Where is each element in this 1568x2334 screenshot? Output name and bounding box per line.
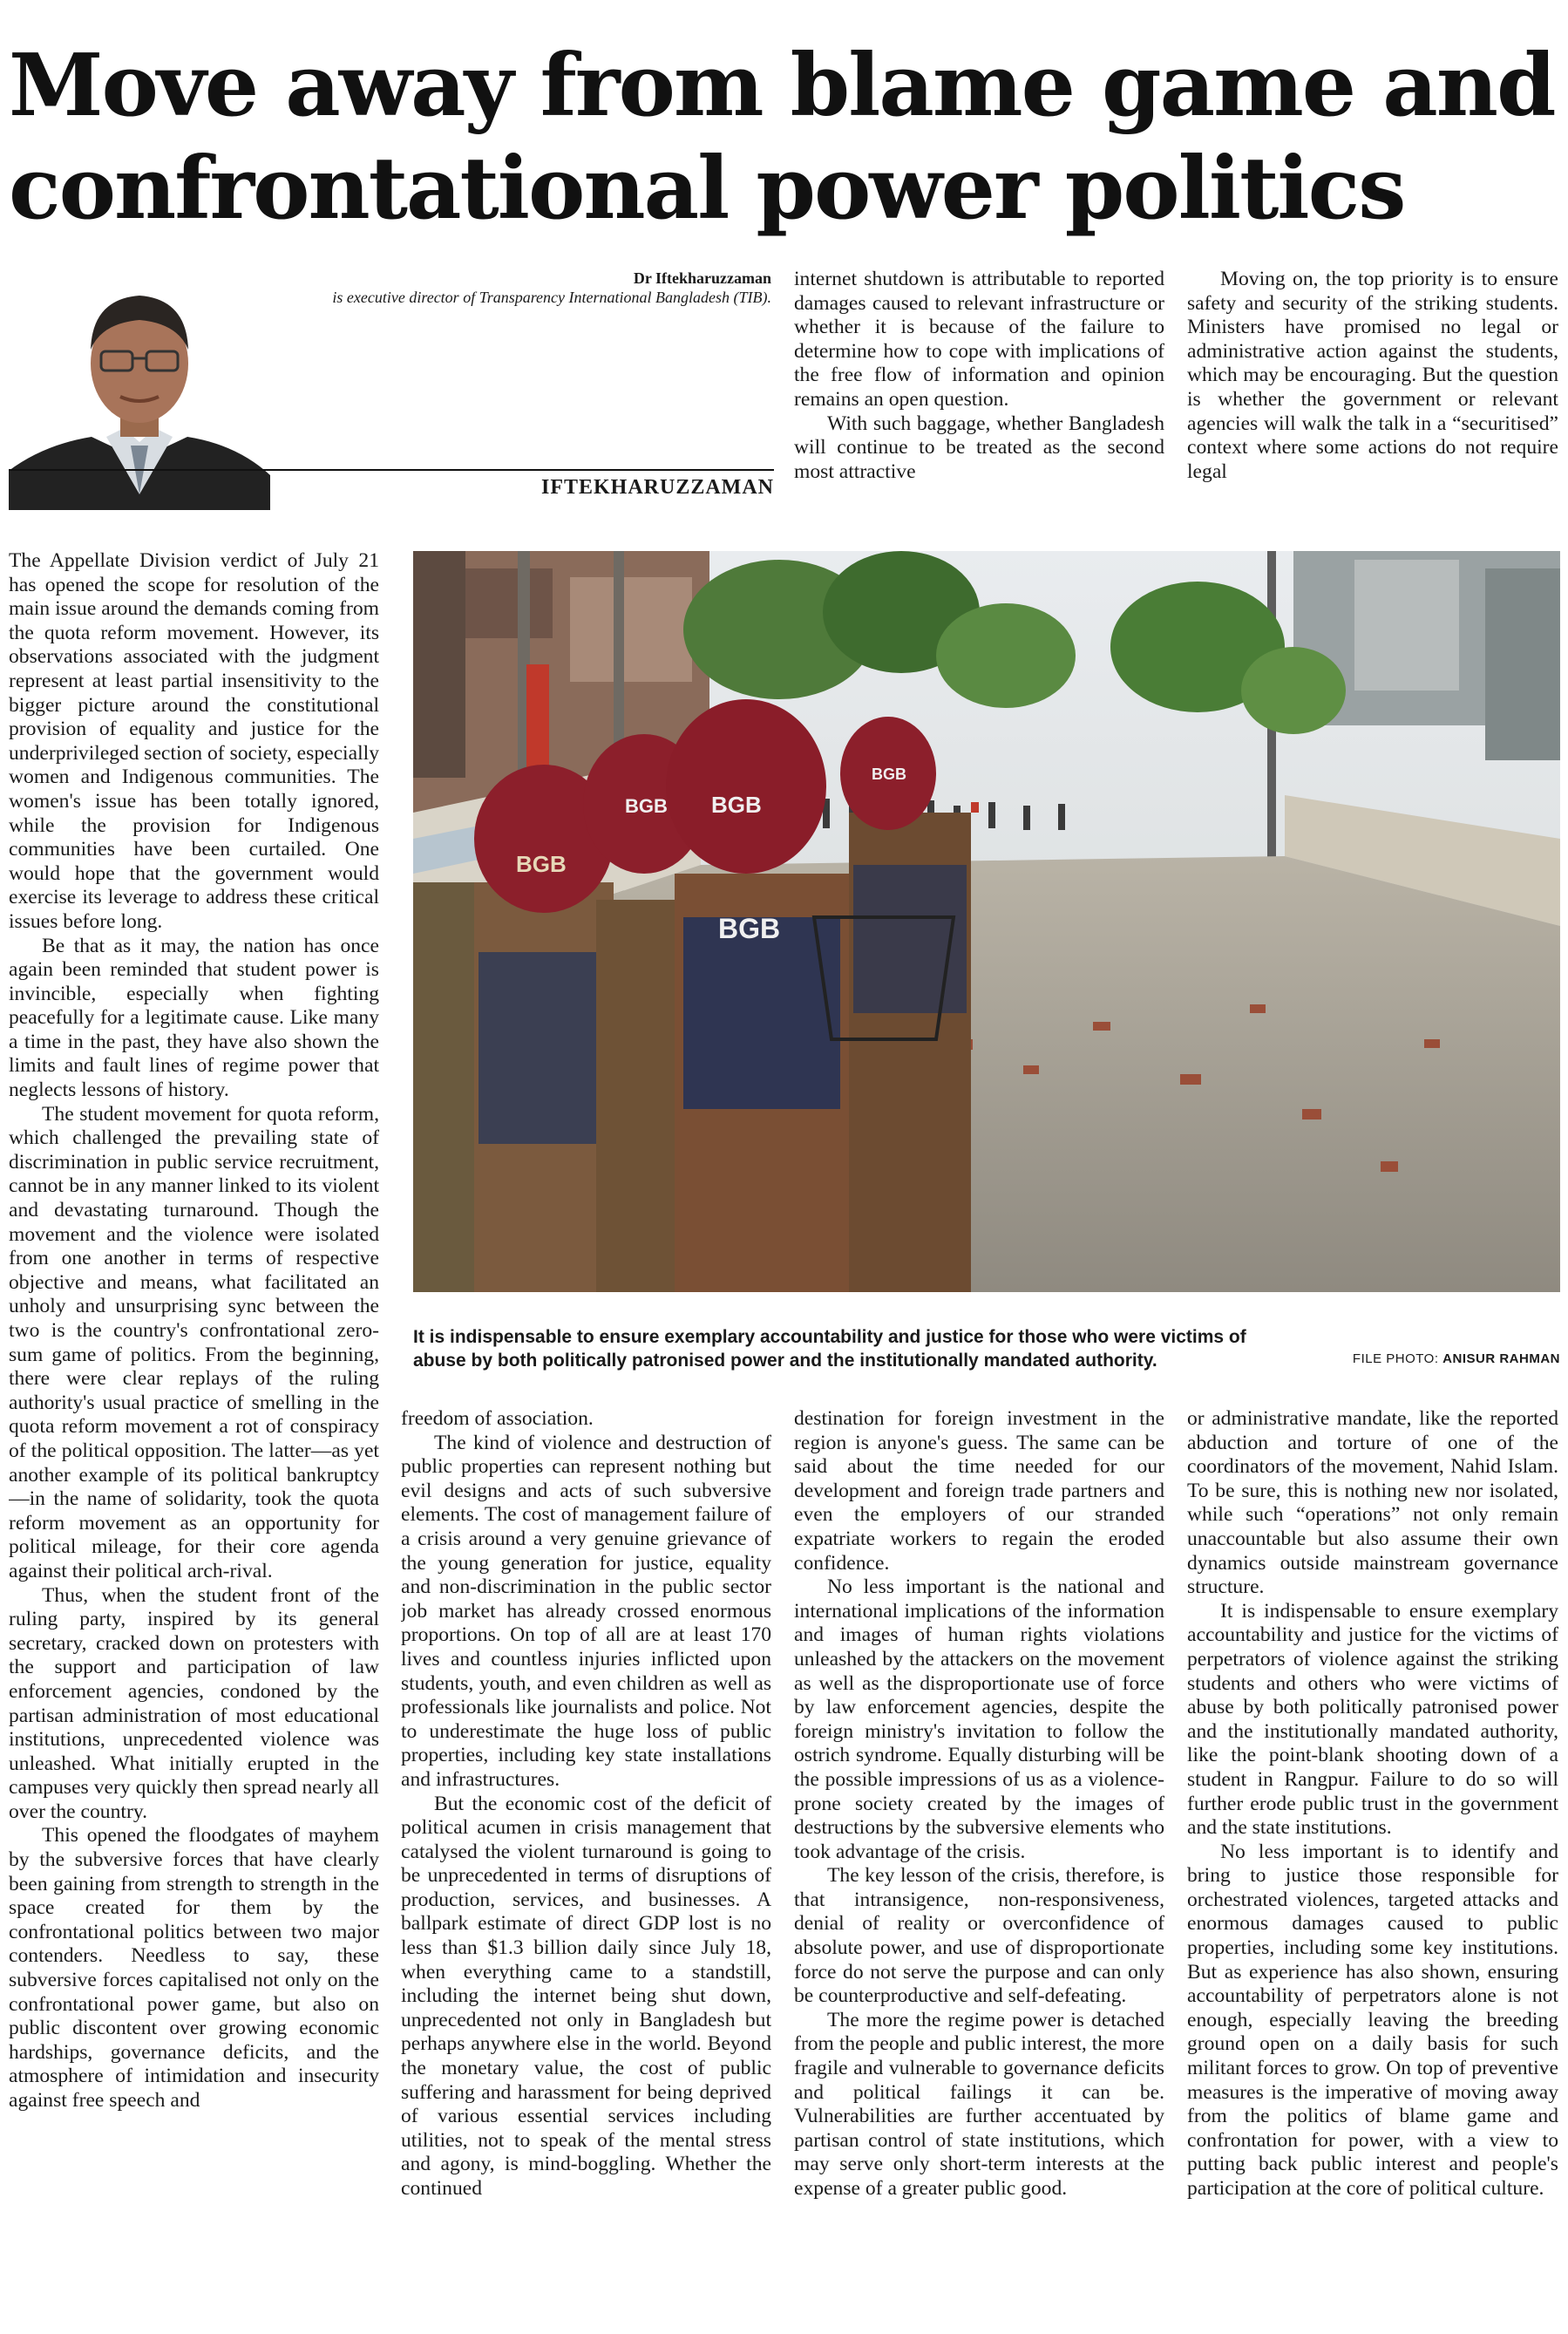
author-photo xyxy=(9,266,270,510)
paragraph: The student movement for quota reform, which challenged the prevailing state of discrimination in public service recruitment, cannot be in any manner linked to its violent and devastating turnaround. Though the movement and the violence were isolated from one another in terms of respective objective and means, what facilitated an unholy and unsurprising sync between the two is the country's confrontational zero-sum game of politics. From the beginning, there were clear replays of the ruling authority's usual practice of smelling in the quota reform movement a rot of conspiracy of the political opposition. The latter—as yet another example of its political bankruptcy—in the name of solidarity, took the quota reform movement as an opportunity for political mileage, for their core agenda against their political arch-rival. xyxy=(9,1102,379,1582)
paragraph: internet shutdown is attributable to reported damages caused to relevant infrastructure or whether it is because of the failure to determine how to cope with implications of the free flow of information and opinion remains an open question. xyxy=(794,268,1164,411)
column-3-bottom xyxy=(794,1407,1164,2330)
paragraph: destination for foreign investment in the region is anyone's guess. The same can be said about the time needed for our development and foreign trade partners and even the employers of our stranded expatriate workers to regain the eroded confidence. xyxy=(794,1407,1164,1575)
credit-name: ANISUR RAHMAN xyxy=(1442,1351,1560,1366)
paragraph: Be that as it may, the nation has once again been reminded that student power is invincible, especially when fighting peacefully for a legitimate cause. Like many a time in the past, they have also shown the limits and fault lines of regime power that neglects lessons of history. xyxy=(9,934,379,1102)
author-divider xyxy=(9,469,774,471)
author-name: Dr Iftekharuzzaman xyxy=(633,269,771,287)
paragraph: freedom of association. xyxy=(401,1407,594,1430)
helmet-label: BGB xyxy=(711,792,762,818)
news-photo xyxy=(413,551,1560,1292)
author-role: is executive director of Transparency International Bangladesh (TIB). xyxy=(332,289,771,306)
paragraph: Moving on, the top priority is to ensure safety and security of the striking students. Ministers have promised no legal or administrative action against the students, which may be encouraging. But the question is whether the government or relevant agencies will walk the talk in a “securitised” context where some actions do not require legal xyxy=(1187,268,1558,483)
paragraph: or administrative mandate, like the reported abduction and torture of one of the coordinators of the movement, Nahid Islam. To be sure, this is nothing new nor isolated, while such “operations” not only remain unaccountable but also assume their own dynamics outside mainstream governance structure. xyxy=(1187,1407,1558,1599)
photo-credit xyxy=(1353,1351,1560,1366)
vest-label: BGB xyxy=(516,851,567,877)
paragraph: Thus, when the student front of the ruling party, inspired by its general secretary, cracked down on protesters with the support and participation of law enforcement agencies, condoned by the partisan administration of most educational institutions, unprecedented violence was unleashed. What initially erupted in the campuses very quickly then spread nearly all over the country. xyxy=(9,1583,379,1823)
helmet-label: BGB xyxy=(625,795,668,817)
author-meta xyxy=(331,269,771,307)
column-3-top xyxy=(794,268,1164,517)
paragraph: The more the regime power is detached from the people and public interest, the more fragile and vulnerable to governance deficits and political failings it can be. Vulnerabilities are further accentuated by partisan control of state institutions, which may serve only short-term interests at the expense of a greater public good. xyxy=(794,2008,1164,2200)
paragraph: No less important is the national and international implications of the information and images of human rights violations unleashed by the attackers on the movement as well as the disproportionate use of force by law enforcement agencies, despite the foreign ministry's invitation to follow the ostrich syndrome. Equally disturbing will be the possible impressions of us as a violence-prone society created by the images of destructions by the subversive elements who took advantage of the crisis. xyxy=(794,1575,1164,1863)
paragraph: No less important is to identify and bring to justice those responsible for orchestrated violences, targeted attacks and enormous damages caused to public properties, including some key institutions. But as experience has also shown, ensuring accountability of perpetrators alone is not enough, especially leaving the breeding ground open on a daily basis for such militant forces to grow. On top of preventive measures is the imperative of moving away from the politics of blame game and confrontation for power, with a view to putting back public interest and people's participation at the core of political culture. xyxy=(1187,1840,1558,2200)
paragraph: With such baggage, whether Bangladesh will continue to be treated as the second most attractive xyxy=(794,412,1164,483)
paragraph: It is indispensable to ensure exemplary accountability and justice for the victims of perpetrators of violence against the striking students and others who were victims of abuse by both politically patronised power and the institutionally mandated authority, like the point-blank shooting down of a student in Rangpur. Failure to do so will further erode public trust in the government and the state institutions. xyxy=(1187,1599,1558,1840)
paragraph: The key lesson of the crisis, therefore, is that intransigence, non-responsiveness, denial of reality or overconfidence of absolute power, and use of disproportionate force do not serve the purpose and can only be counterproductive and self-defeating. xyxy=(794,1864,1164,2008)
headline: Move away from blame game and confrontational power politics xyxy=(9,36,1555,239)
column-1 xyxy=(9,549,379,2330)
author-portrait-icon xyxy=(9,266,270,510)
column-4-top xyxy=(1187,268,1558,517)
security-forces-photo-icon xyxy=(413,551,1560,1292)
column-4-bottom xyxy=(1187,1407,1558,2330)
paragraph: The kind of violence and destruction of public properties can represent nothing but evil designs and acts of such subversive elements. The cost of management failure of a crisis around a very genuine grievance of the young generation for justice, equality and non-discrimination in the public sector job market has already crossed enormous proportions. On top of all are at least 170 lives and countless injuries inflicted upon students, youth, and even children as well as professionals like journalists and police. Not to underestimate the huge loss of public properties, including key state installations and infrastructures. xyxy=(401,1431,771,1791)
paragraph: The Appellate Division verdict of July 21 has opened the scope for resolution of the main issue around the demands coming from the quota reform movement. However, its observations associated with the judgment represent at least partial insensitivity to the bigger picture around the constitutional provision of equality and justice for the underprivileged section of society, especially women and Indigenous communities. The women's issue has been totally ignored, while the provision for Indigenous communities have been curtailed. One would hope that the government would exercise its leverage to address these critical issues before long. xyxy=(9,549,379,933)
column-2 xyxy=(401,1407,771,2330)
author-caps-name: IFTEKHARUZZAMAN xyxy=(540,476,774,499)
paragraph: But the economic cost of the deficit of political acumen in crisis management that catalysed the violent turnaround is going to be unprecedented in terms of disruptions of production, services, and businesses. A ballpark estimate of direct GDP lost is no less than $1.3 billion daily since July 18, when everything came to a standstill, including the internet being shut down, unprecedented not only in Bangladesh but perhaps anywhere else in the world. Beyond the monetary value, the cost of public suffering and harassment for being deprived of various essential services including utilities, not to speak of the mental stress and agony, is mind-boggling. Whether the continued xyxy=(401,1792,771,2200)
helmet-label: BGB xyxy=(872,766,906,783)
credit-label: FILE PHOTO: xyxy=(1352,1351,1439,1366)
vest-label: BGB xyxy=(718,913,781,944)
photo-caption xyxy=(413,1325,1560,1372)
caption-text: It is indispensable to ensure exemplary accountability and justice for those who were victims of abuse by both politically patronised power and the institutionally mandated authority. xyxy=(413,1327,1246,1371)
paragraph: This opened the floodgates of mayhem by the subversive forces that have clearly been gaining from strength to strength in the space created for them by the confrontational politics between two major contenders. Needless to say, these subversive forces capitalised not only on the confrontational power game, but also on public discontent over growing economic hardships, governance deficits, and the atmosphere of intimidation and insecurity against free speech and xyxy=(9,1824,379,2112)
